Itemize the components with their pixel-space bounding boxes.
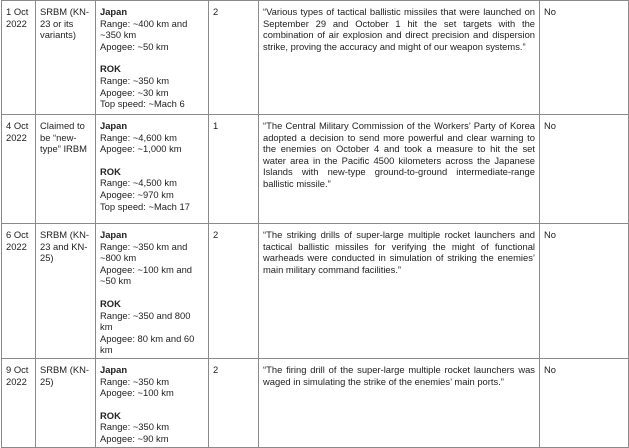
statement-cell: “The Central Military Commission of the Workers’ Party of Korea adopted a decision to send more powerful and clear warning to the enemies on October 4 and took a measure to hit the set water area in the Pacific 4500 kilometers across the Japanese Islands with new-type ground-to-ground intermediate-range ballistic missile.” — [259, 115, 540, 224]
japan-assessment — [100, 120, 204, 155]
country-label: ROK — [100, 63, 121, 75]
country-label: ROK — [100, 409, 121, 421]
table-row — [2, 1, 629, 115]
assessment-cell — [96, 115, 209, 224]
count-cell: 2 — [209, 1, 259, 115]
table-row — [2, 115, 629, 224]
detail-line: Apogee: ~100 km and ~50 km — [100, 263, 192, 287]
date-cell: 1 Oct 2022 — [2, 1, 36, 115]
missile-type-cell: SRBM (KN-23 or its variants) — [36, 1, 96, 115]
detail-line: Range: ~350 km — [100, 421, 170, 433]
detail-line: Top speed: ~Mach 17 — [100, 200, 190, 212]
detail-line: Apogee: ~30 km — [100, 86, 169, 98]
statement-cell: “The striking drills of super-large multiple rocket launchers and tactical ballistic missiles for verifying the might of functional warheads were conducted in simulation of striking the enemies’ main military command facilities.” — [259, 224, 540, 359]
detail-line: Range: ~350 km — [100, 375, 170, 387]
count-cell: 2 — [209, 358, 259, 447]
date-cell: 9 Oct 2022 — [2, 358, 36, 447]
date-cell: 6 Oct 2022 — [2, 224, 36, 359]
detail-line: Range: ~4,600 km — [100, 131, 177, 143]
count-cell: 2 — [209, 224, 259, 359]
japan-assessment — [100, 6, 204, 52]
detail-line: Apogee: ~50 km — [100, 40, 169, 52]
country-label: ROK — [100, 297, 121, 309]
detail-line: Apogee: ~90 km — [100, 432, 169, 444]
rok-assessment — [100, 410, 204, 445]
detail-line: Range: ~400 km and ~350 km — [100, 17, 188, 41]
country-label: Japan — [100, 229, 128, 240]
country-label: Japan — [100, 363, 128, 375]
country-label: Japan — [100, 6, 128, 17]
flag-cell: No — [540, 224, 629, 359]
japan-assessment — [100, 364, 204, 399]
detail-line: Top speed: ~Mach 6 — [100, 98, 185, 110]
detail-line: Apogee: ~970 km — [100, 188, 174, 200]
detail-line: Range: ~350 and 800 km — [100, 309, 191, 333]
table-row — [2, 224, 629, 359]
missile-type-cell: SRBM (KN-25) — [36, 358, 96, 447]
detail-line: Apogee: 80 km and 60 km — [100, 332, 195, 356]
detail-line: Range: ~4,500 km — [100, 177, 177, 189]
assessment-cell — [96, 224, 209, 359]
detail-line: Range: ~350 km — [100, 74, 170, 86]
rok-assessment — [100, 63, 204, 109]
assessment-cell — [96, 1, 209, 115]
statement-cell: “Various types of tactical ballistic missiles that were launched on September 29 and October 1 hit the set targets with the combination of air explosion and direct precision and dispersion strike, proving the accuracy and might of our weapon systems.” — [259, 1, 540, 115]
table-row — [2, 358, 629, 447]
statement-cell: “The firing drill of the super-large multiple rocket launchers was waged in simulating the strike of the enemies’ main ports.” — [259, 358, 540, 447]
country-label: Japan — [100, 120, 128, 131]
missile-type-cell: SRBM (KN-23 and KN-25) — [36, 224, 96, 359]
japan-assessment — [100, 229, 204, 287]
detail-line: Apogee: ~100 km — [100, 387, 174, 399]
rok-assessment — [100, 166, 204, 212]
flag-cell: No — [540, 115, 629, 224]
detail-line: Range: ~350 km and ~800 km — [100, 240, 188, 264]
flag-cell: No — [540, 358, 629, 447]
launch-table — [1, 0, 629, 448]
count-cell: 1 — [209, 115, 259, 224]
missile-type-cell: Claimed to be “new-type” IRBM — [36, 115, 96, 224]
rok-assessment — [100, 298, 204, 356]
assessment-cell — [96, 358, 209, 447]
country-label: ROK — [100, 165, 121, 177]
detail-line: Apogee: ~1,000 km — [100, 143, 182, 155]
date-cell: 4 Oct 2022 — [2, 115, 36, 224]
flag-cell: No — [540, 1, 629, 115]
